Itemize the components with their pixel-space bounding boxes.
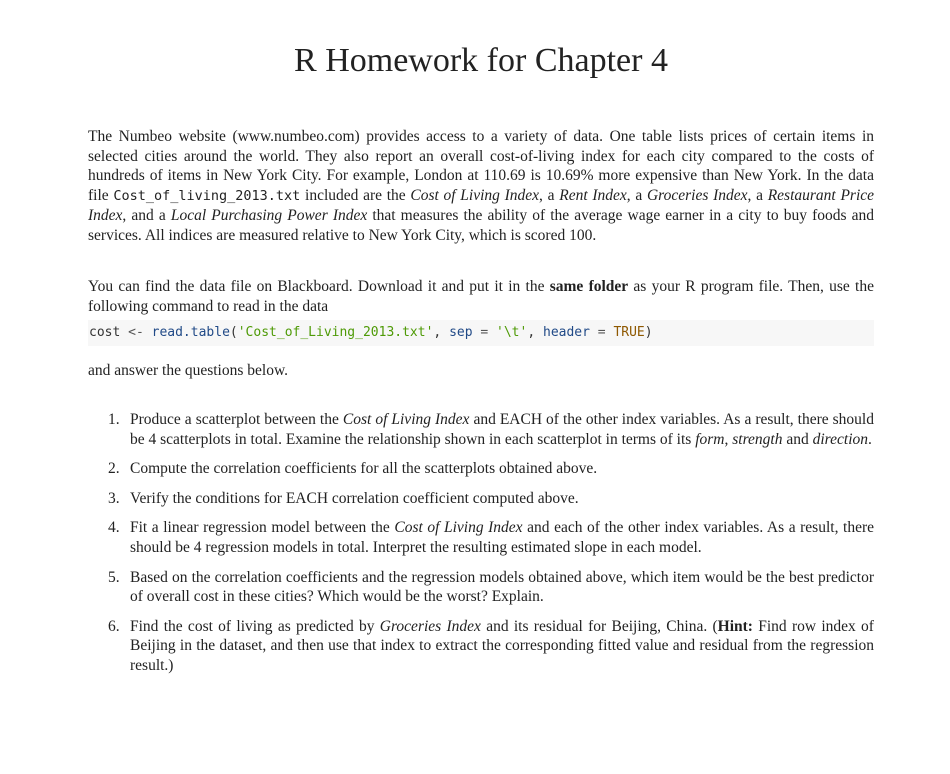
question-item [88,489,874,509]
intro-text: included are the [300,186,411,204]
code-token: <- [120,325,152,340]
bold-emphasis: same folder [549,278,629,295]
code-token: = [589,325,614,340]
question-emphasis: strength [732,430,783,448]
code-block [88,320,874,346]
code-token: read.table [151,325,230,340]
index-name: Cost of Living Index [410,186,540,204]
question-emphasis: Cost of Living Index [342,411,470,428]
question-number: 4. [108,519,120,537]
question-text: Produce a scatterplot between the [130,411,343,428]
question-emphasis: Groceries Index [379,617,481,635]
index-name: Rent Index [559,186,627,204]
question-text: . [868,430,872,448]
after-code-text: and answer the questions below. [88,362,289,379]
question-number: 5. [108,568,120,586]
code-token: cost [89,325,121,340]
code-token: '\t' [496,325,528,340]
instructions-text: You can find the data file on Blackboard. Download it and put it in the [88,278,550,295]
question-text: , [724,430,733,448]
question-number: 2. [108,460,120,478]
intro-text: , and a [122,207,171,225]
code-token: sep [449,325,473,340]
question-item [88,410,874,449]
question-text: and its residual for Beijing, China. ( [480,617,718,635]
question-item [88,617,874,676]
question-emphasis: form [695,430,725,448]
instructions-paragraph [88,277,874,316]
data-file-name: Cost_of_living_2013.txt [113,187,301,204]
index-name: Groceries Index [646,186,748,204]
question-text: Based on the correlation coefficients and the regression models obtained above, which item would be the best predictor of overall cost in these cities? Which would be the worst? Explain. [130,568,874,606]
question-text: and each of the other index variables. As a result, there should be 4 regression models in total. Interpret the resulting estimated slope in each model. [130,519,874,556]
question-number: 3. [108,489,120,507]
code-token: ) [644,325,653,340]
code-token: TRUE [613,325,645,340]
intro-text: , a [747,186,768,204]
intro-paragraph [88,127,874,246]
question-text: Find row index of Beijing in the dataset, and then use that index to extract the corresponding fitted value and residual from the regression result.) [130,617,874,674]
instructions-text: as your R program file. Then, use the following command to read in the data [88,278,874,315]
question-emphasis: Cost of Living Index [394,519,523,537]
code-token: = [472,325,497,340]
code-token: 'Cost_of_Living_2013.txt' [237,325,434,340]
question-item [88,568,874,607]
intro-text: that measures the ability of the average wage earner in a city to buy foods and services. All indices are measured relative to New York City, which is scored 100. [88,207,875,244]
question-text: Verify the conditions for EACH correlation coefficient computed above. [130,489,579,507]
intro-text: , a [626,186,647,204]
question-text: Fit a linear regression model between the [130,519,395,537]
index-name: Local Purchasing Power Index [170,207,368,225]
question-number: 1. [108,411,120,428]
intro-text: , a [539,186,560,204]
code-token: , [433,325,450,340]
question-number: 6. [108,617,120,635]
intro-text: The Numbeo website (www.numbeo.com) provides access to a variety of data. One table lists prices of certain items in selected cities around the world. They also report an overall cost-of-living index for each city compared to the costs of hundreds of items in New York City. For example, London at 110.69 is 10.69% more expensive than New York. In the data file [88,128,874,204]
code-token: , [527,325,543,340]
question-text: and [782,430,813,448]
question-item [88,459,874,479]
question-item [88,518,874,557]
question-list [88,410,874,686]
question-text: Compute the correlation coefficients for all the scatterplots obtained above. [130,460,598,478]
hint-label: Hint: [717,617,753,635]
index-name: Restaurant Price Index [88,186,875,225]
page-title: R Homework for Chapter 4 [294,42,668,79]
question-text: Find the cost of living as predicted by [130,617,380,635]
code-token: header [543,325,590,340]
code-token: ( [229,325,238,340]
question-emphasis: direction [812,430,868,448]
question-text: and EACH of the other index variables. As a result, there should be 4 scatterplots in total. Examine the relationship shown in each scatterplot in terms of its [130,411,874,448]
